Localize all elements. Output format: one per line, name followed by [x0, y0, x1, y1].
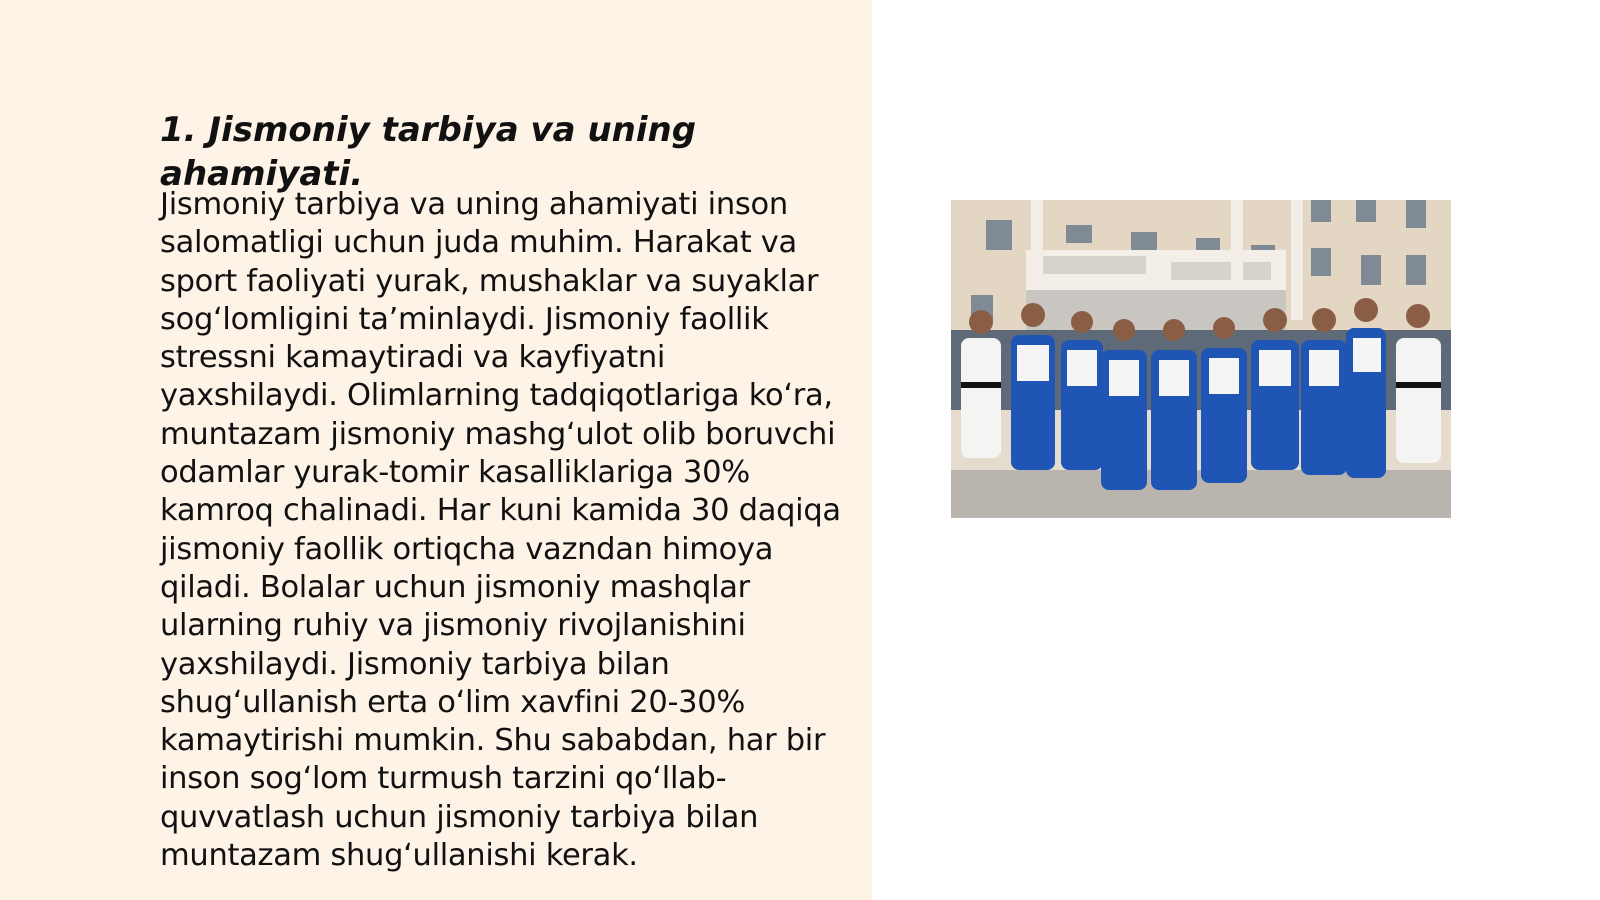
slide-body-text: Jismoniy tarbiya va uning ahamiyati inson salomatligi uchun juda muhim. Harakat va sport faoliyati yurak, mushaklar va suyaklar sog‘lomligini ta’minlaydi. Jismoniy faollik stressni kamaytiradi va kayfiyatni yaxshilaydi. Olimlarning tadqiqotlariga ko‘ra, muntazam jismoniy mashg‘ulot olib boruvchi odamlar yurak-tomir kasalliklariga 30% kamroq chalinadi. Har kuni kamida 30 daqiqa jismoniy faollik ortiqcha vazndan himoya qiladi. Bolalar uchun jismoniy mashqlar ularning ruhiy va jismoniy rivojlanishini yaxshilaydi. Jismoniy tarbiya bilan shug‘ullanish erta o‘lim xavfini 20-30% kamaytirishi mumkin. Shu sababdan, har bir inson sog‘lom turmush tarzini qo‘llab-quvvatlash uchun jismoniy tarbiya bilan muntazam shug‘ullanishi kerak.: [160, 187, 841, 874]
slide-title: 1. Jismoniy tarbiya va uning ahamiyati.: [160, 110, 697, 194]
group-photo: [951, 200, 1451, 518]
group-photo-image: [951, 200, 1451, 518]
